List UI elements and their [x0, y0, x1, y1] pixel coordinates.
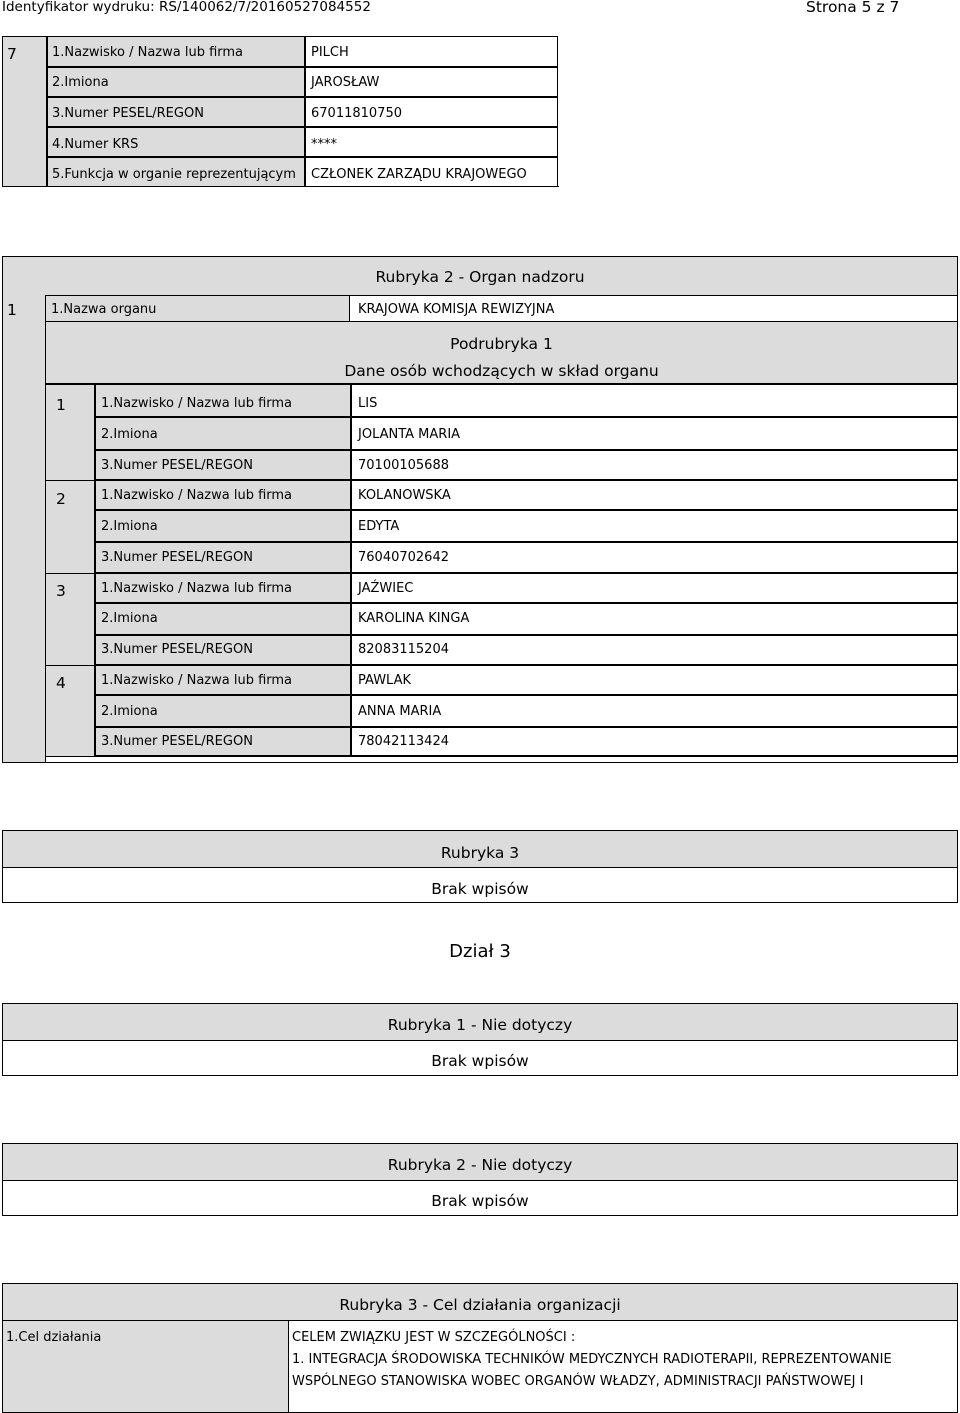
- field-value: EDYTA: [358, 519, 400, 534]
- field-label: 3.Numer PESEL/REGON: [52, 106, 204, 121]
- no-entries-note: Brak wpisów: [431, 1052, 529, 1070]
- field-value: ANNA MARIA: [358, 704, 442, 719]
- no-entries-note: Brak wpisów: [431, 1192, 529, 1210]
- field-label: 1.Cel działania: [6, 1330, 102, 1345]
- text-line: 1. INTEGRACJA ŚRODOWISKA TECHNIKÓW MEDYCZNYCH RADIOTERAPII, REPREZENTOWANIE: [292, 1352, 892, 1367]
- field-value: KOLANOWSKA: [358, 488, 451, 503]
- field-value: KAROLINA KINGA: [358, 611, 470, 626]
- entry-number: 7: [7, 45, 17, 63]
- field-label: 2.Imiona: [101, 704, 158, 719]
- field-label: 3.Numer PESEL/REGON: [101, 734, 253, 749]
- field-label: 2.Imiona: [101, 427, 158, 442]
- field-label: 1.Nazwa organu: [51, 302, 157, 317]
- field-label: 2.Imiona: [101, 611, 158, 626]
- section-title: Rubryka 3: [440, 844, 520, 862]
- entry-number: 1: [7, 301, 17, 319]
- section-title: Rubryka 3 - Cel działania organizacji: [339, 1296, 621, 1314]
- section-title: Rubryka 2 - Nie dotyczy: [387, 1156, 573, 1174]
- field-value: CZŁONEK ZARZĄDU KRAJOWEGO: [311, 167, 527, 182]
- field-value: 78042113424: [358, 734, 449, 749]
- member-number: 1: [56, 396, 66, 414]
- page-number: Strona 5 z 7: [806, 0, 900, 16]
- field-value: ****: [311, 137, 337, 152]
- field-label: 1.Nazwisko / Nazwa lub firma: [101, 488, 293, 503]
- field-value: KRAJOWA KOMISJA REWIZYJNA: [358, 302, 555, 317]
- member-number: 3: [56, 582, 66, 600]
- member-number: 2: [56, 490, 66, 508]
- print-identifier: Identyfikator wydruku: RS/140062/7/20160527084552: [2, 0, 371, 15]
- text-line: WSPÓLNEGO STANOWISKA WOBEC ORGANÓW WŁADZY, ADMINISTRACJI PAŃSTWOWEJ I: [292, 1374, 864, 1389]
- field-label: 5.Funkcja w organie reprezentującym: [52, 167, 296, 182]
- field-value: 67011810750: [311, 106, 402, 121]
- field-value: 82083115204: [358, 642, 449, 657]
- chapter-title: Dział 3: [449, 941, 511, 962]
- field-value: JOLANTA MARIA: [358, 427, 461, 442]
- member-number: 4: [56, 674, 66, 692]
- subsection-subtitle: Dane osób wchodzących w skład organu: [344, 362, 659, 380]
- subsection-title: Podrubryka 1: [450, 335, 553, 353]
- field-label: 1.Nazwisko / Nazwa lub firma: [101, 396, 293, 411]
- field-label: 3.Numer PESEL/REGON: [101, 550, 253, 565]
- field-value: PAWLAK: [358, 673, 412, 688]
- field-label: 1.Nazwisko / Nazwa lub firma: [101, 581, 293, 596]
- field-label: 4.Numer KRS: [52, 137, 139, 152]
- field-value: 76040702642: [358, 550, 449, 565]
- field-label: 3.Numer PESEL/REGON: [101, 642, 253, 657]
- field-value: JAŹWIEC: [358, 581, 414, 596]
- no-entries-note: Brak wpisów: [431, 880, 529, 898]
- section-title: Rubryka 1 - Nie dotyczy: [387, 1016, 573, 1034]
- field-label: 1.Nazwisko / Nazwa lub firma: [52, 45, 244, 60]
- field-label: 1.Nazwisko / Nazwa lub firma: [101, 673, 293, 688]
- field-label: 3.Numer PESEL/REGON: [101, 458, 253, 473]
- field-label: 2.Imiona: [52, 75, 109, 90]
- field-label: 2.Imiona: [101, 519, 158, 534]
- field-value: 70100105688: [358, 458, 449, 473]
- text-line: CELEM ZWIĄZKU JEST W SZCZEGÓLNOŚCI :: [292, 1330, 576, 1345]
- field-value: LIS: [358, 396, 378, 411]
- field-value: PILCH: [311, 45, 349, 60]
- field-value: JAROSŁAW: [311, 75, 380, 90]
- section-title: Rubryka 2 - Organ nadzoru: [375, 268, 585, 286]
